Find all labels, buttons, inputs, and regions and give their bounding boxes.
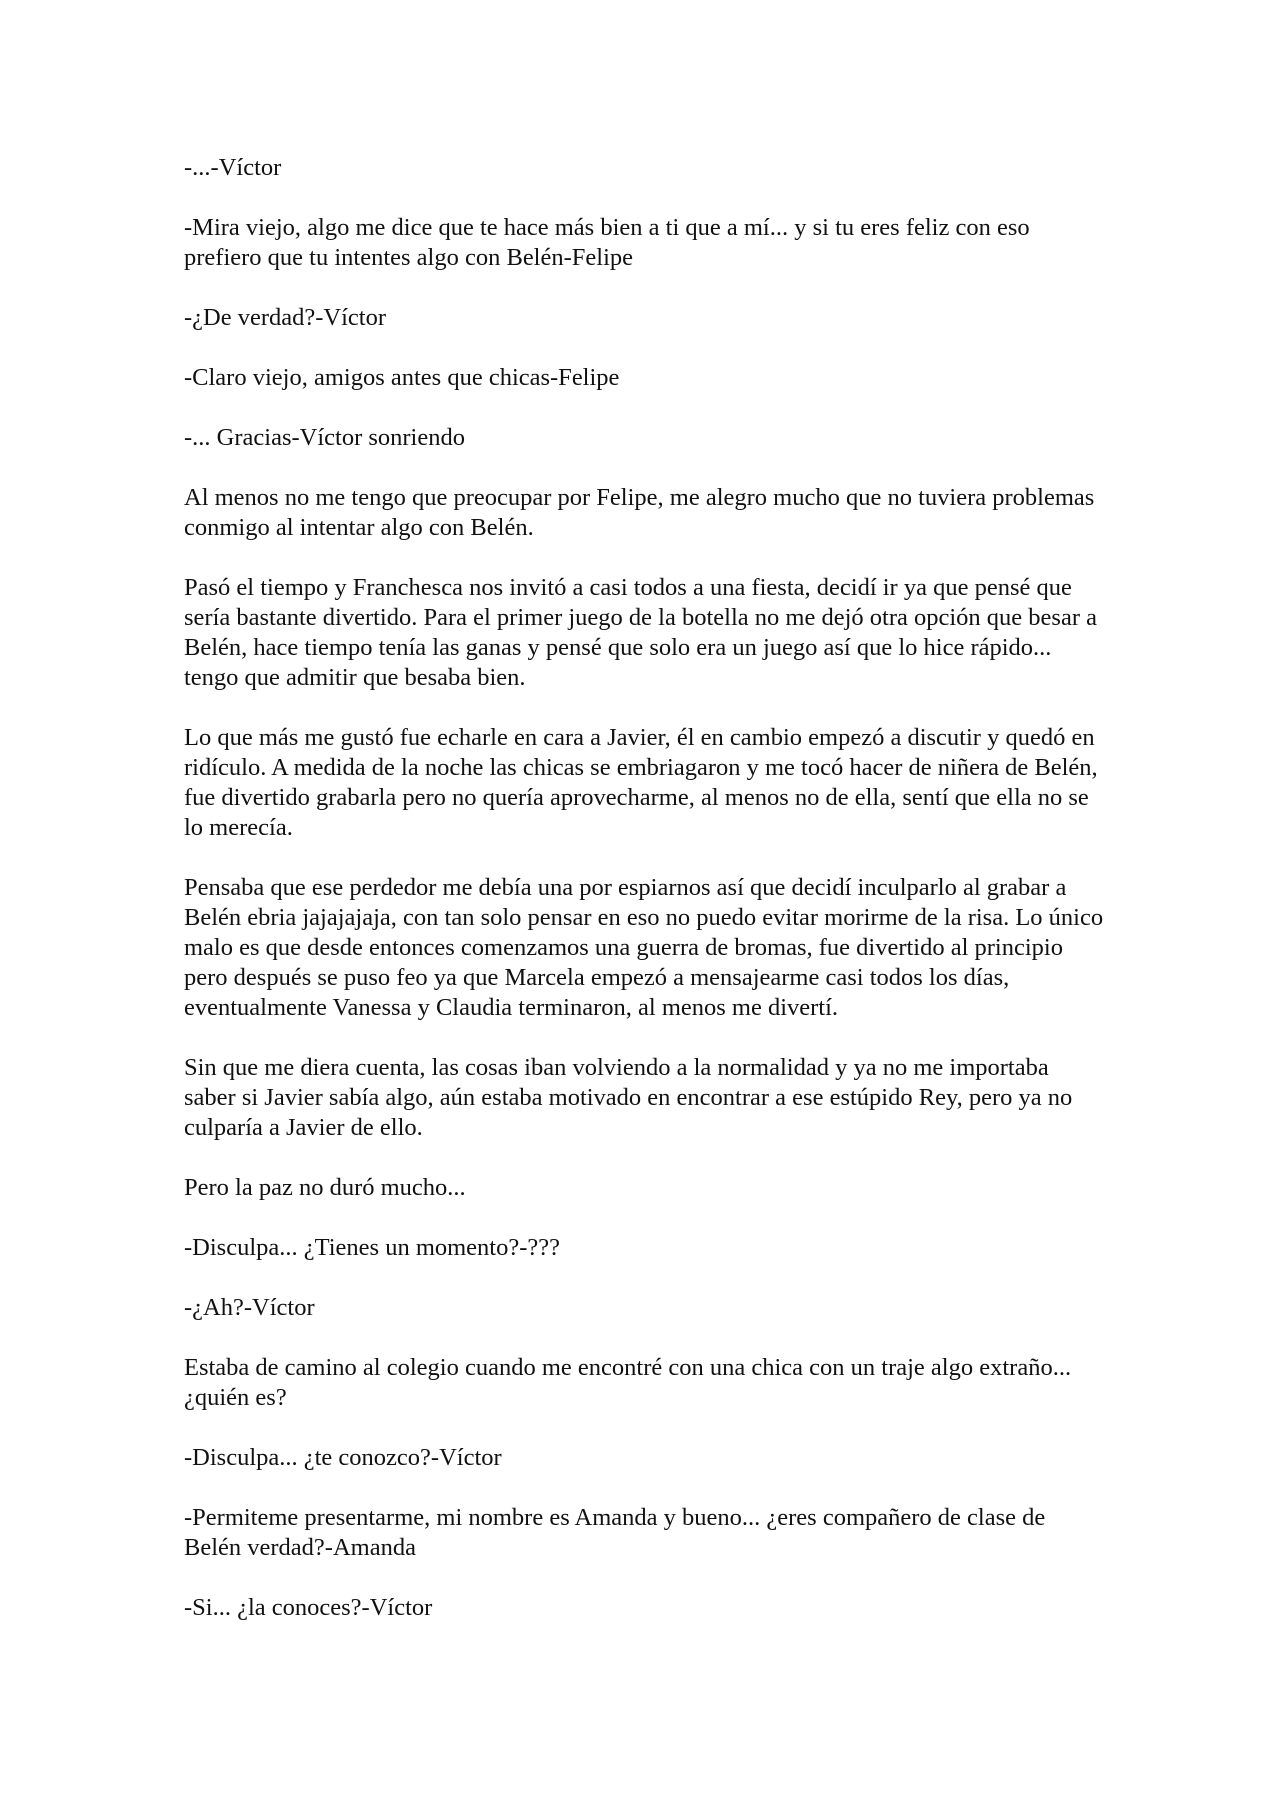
- paragraph: Estaba de camino al colegio cuando me encontré con una chica con un traje algo extraño... ¿quién es?: [184, 1354, 1072, 1411]
- paragraph: -Si... ¿la conoces?-Víctor: [184, 1594, 433, 1621]
- paragraph: Al menos no me tengo que preocupar por Felipe, me alegro mucho que no tuviera problemas conmigo al intentar algo con Belén.: [184, 484, 1095, 541]
- paragraph: Pero la paz no duró mucho...: [184, 1174, 466, 1201]
- paragraph: -Disculpa... ¿Tienes un momento?-???: [184, 1234, 561, 1261]
- paragraph: -¿Ah?-Víctor: [184, 1294, 315, 1321]
- paragraph: Pensaba que ese perdedor me debía una por espiarnos así que decidí inculparlo al grabar a Belén ebria jajajajaja, con tan solo pensar en eso no puedo evitar morirme de la risa. Lo único malo es que desde entonces comenzamos una guerra de bromas, fue divertido al principio pero después se puso feo ya que Marcela empezó a mensajearme casi todos los días, eventualmente Vanessa y Claudia terminaron, al menos me divertí.: [184, 874, 1104, 1021]
- paragraph: Lo que más me gustó fue echarle en cara a Javier, él en cambio empezó a discutir y quedó en ridículo. A medida de la noche las chicas se embriagaron y me tocó hacer de niñera de Belén, fue divertido grabarla pero no quería aprovecharme, al menos no de ella, sentí que ella no se lo merecía.: [184, 724, 1098, 841]
- paragraph: -¿De verdad?-Víctor: [184, 304, 387, 331]
- paragraph: -Disculpa... ¿te conozco?-Víctor: [184, 1444, 502, 1471]
- paragraph: Sin que me diera cuenta, las cosas iban volviendo a la normalidad y ya no me importaba saber si Javier sabía algo, aún estaba motivado en encontrar a ese estúpido Rey, pero ya no culparía a Javier de ello.: [184, 1054, 1073, 1141]
- paragraph: -Claro viejo, amigos antes que chicas-Felipe: [184, 364, 620, 391]
- paragraph: Pasó el tiempo y Franchesca nos invitó a casi todos a una fiesta, decidí ir ya que pensé que sería bastante divertido. Para el primer juego de la botella no me dejó otra opción que besar a Belén, hace tiempo tenía las ganas y pensé que solo era un juego así que lo hice rápido... tengo que admitir que besaba bien.: [184, 574, 1097, 691]
- paragraph: -Mira viejo, algo me dice que te hace más bien a ti que a mí... y si tu eres feliz con eso prefiero que tu intentes algo con Belén-Felipe: [184, 214, 1030, 271]
- document-body: [184, 153, 1104, 1653]
- paragraph: -... Gracias-Víctor sonriendo: [184, 424, 465, 451]
- paragraph: -...-Víctor: [184, 154, 282, 181]
- paragraph: -Permiteme presentarme, mi nombre es Amanda y bueno... ¿eres compañero de clase de Belén verdad?-Amanda: [184, 1504, 1046, 1561]
